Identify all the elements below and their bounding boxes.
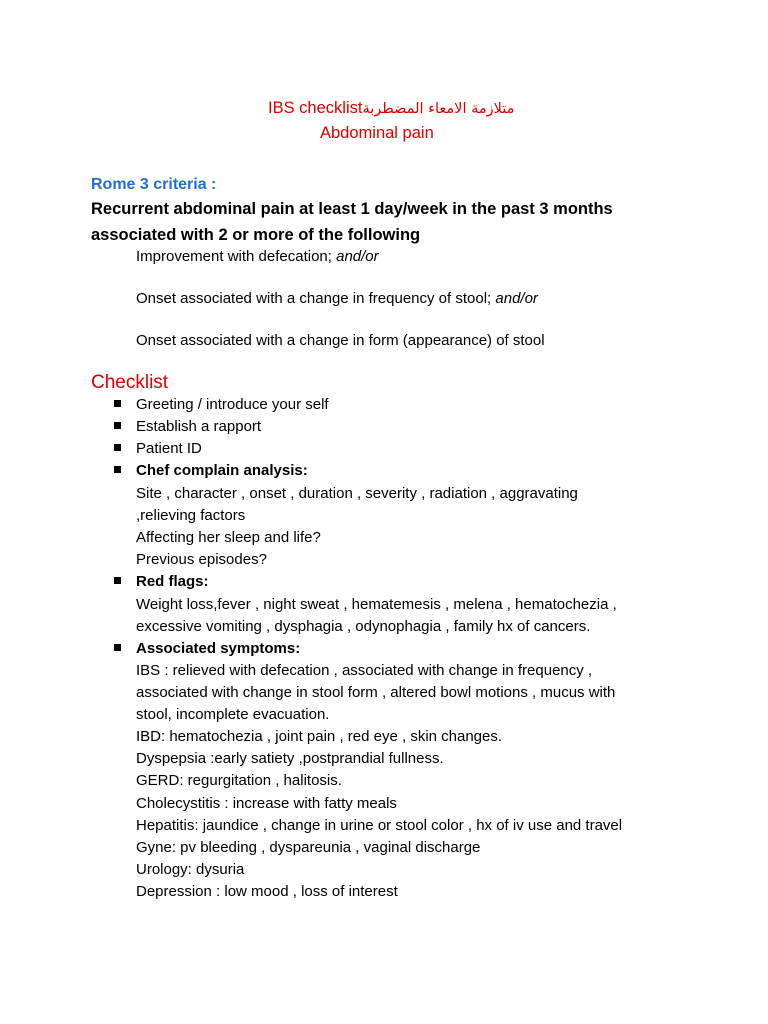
criteria-item-suffix: and/or — [495, 290, 538, 307]
associated-symptoms-heading: Associated symptoms: — [136, 640, 301, 657]
chief-line: Previous episodes? — [136, 551, 267, 568]
title-latin: IBS checklist — [268, 99, 363, 117]
criteria-item-text: Onset associated with a change in form (appearance) of stool — [136, 332, 545, 349]
bullet-icon — [114, 466, 121, 473]
checklist-item-greeting: Greeting / introduce your self — [136, 396, 329, 413]
bullet-icon — [114, 644, 121, 651]
criteria-line-1: Recurrent abdominal pain at least 1 day/week in the past 3 months — [91, 200, 613, 218]
associated-line: associated with change in stool form , altered bowl motions , mucus with — [136, 684, 616, 701]
chief-line: Site , character , onset , duration , severity , radiation , aggravating — [136, 485, 578, 502]
chief-line: ,relieving factors — [136, 507, 246, 524]
chief-line: Affecting her sleep and life? — [136, 529, 321, 546]
associated-line: IBS : relieved with defecation , associated with change in frequency , — [136, 662, 593, 679]
associated-line: Depression : low mood , loss of interest — [136, 883, 398, 900]
red-flags-heading: Red flags: — [136, 573, 209, 590]
checklist-heading: Checklist — [91, 372, 169, 393]
chief-complaint-heading: Chef complain analysis: — [136, 462, 308, 479]
associated-line: Urology: dysuria — [136, 861, 245, 878]
associated-line: Cholecystitis : increase with fatty meals — [136, 795, 397, 812]
criteria-item — [136, 330, 545, 352]
associated-line: GERD: regurgitation , halitosis. — [136, 772, 342, 789]
associated-line: IBD: hematochezia , joint pain , red eye , skin changes. — [136, 728, 503, 745]
associated-line: stool, incomplete evacuation. — [136, 706, 330, 723]
criteria-item-text: Onset associated with a change in frequency of stool; — [136, 290, 496, 307]
document-title — [268, 96, 514, 121]
criteria-line-2: associated with 2 or more of the following — [91, 226, 421, 244]
criteria-item-text: Improvement with defecation; — [136, 248, 337, 265]
bullet-icon — [114, 444, 121, 451]
document-subtitle: Abdominal pain — [320, 124, 434, 142]
criteria-item — [136, 246, 379, 268]
rome-criteria-heading: Rome 3 criteria : — [91, 176, 217, 193]
title-arabic: متلازمة الامعاء المضطربة — [362, 101, 515, 117]
checklist-item-patient-id: Patient ID — [136, 440, 202, 457]
bullet-icon — [114, 400, 121, 407]
criteria-item — [136, 288, 538, 310]
associated-line: Dyspepsia :early satiety ,postprandial fullness. — [136, 750, 444, 767]
associated-line: Hepatitis: jaundice , change in urine or stool color , hx of iv use and travel — [136, 817, 623, 834]
red-flags-line: excessive vomiting , dysphagia , odynophagia , family hx of cancers. — [136, 618, 591, 635]
bullet-icon — [114, 577, 121, 584]
associated-line: Gyne: pv bleeding , dyspareunia , vaginal discharge — [136, 839, 481, 856]
red-flags-line: Weight loss,fever , night sweat , hematemesis , melena , hematochezia , — [136, 596, 617, 613]
checklist-item-rapport: Establish a rapport — [136, 418, 262, 435]
criteria-item-suffix: and/or — [336, 248, 379, 265]
bullet-icon — [114, 422, 121, 429]
